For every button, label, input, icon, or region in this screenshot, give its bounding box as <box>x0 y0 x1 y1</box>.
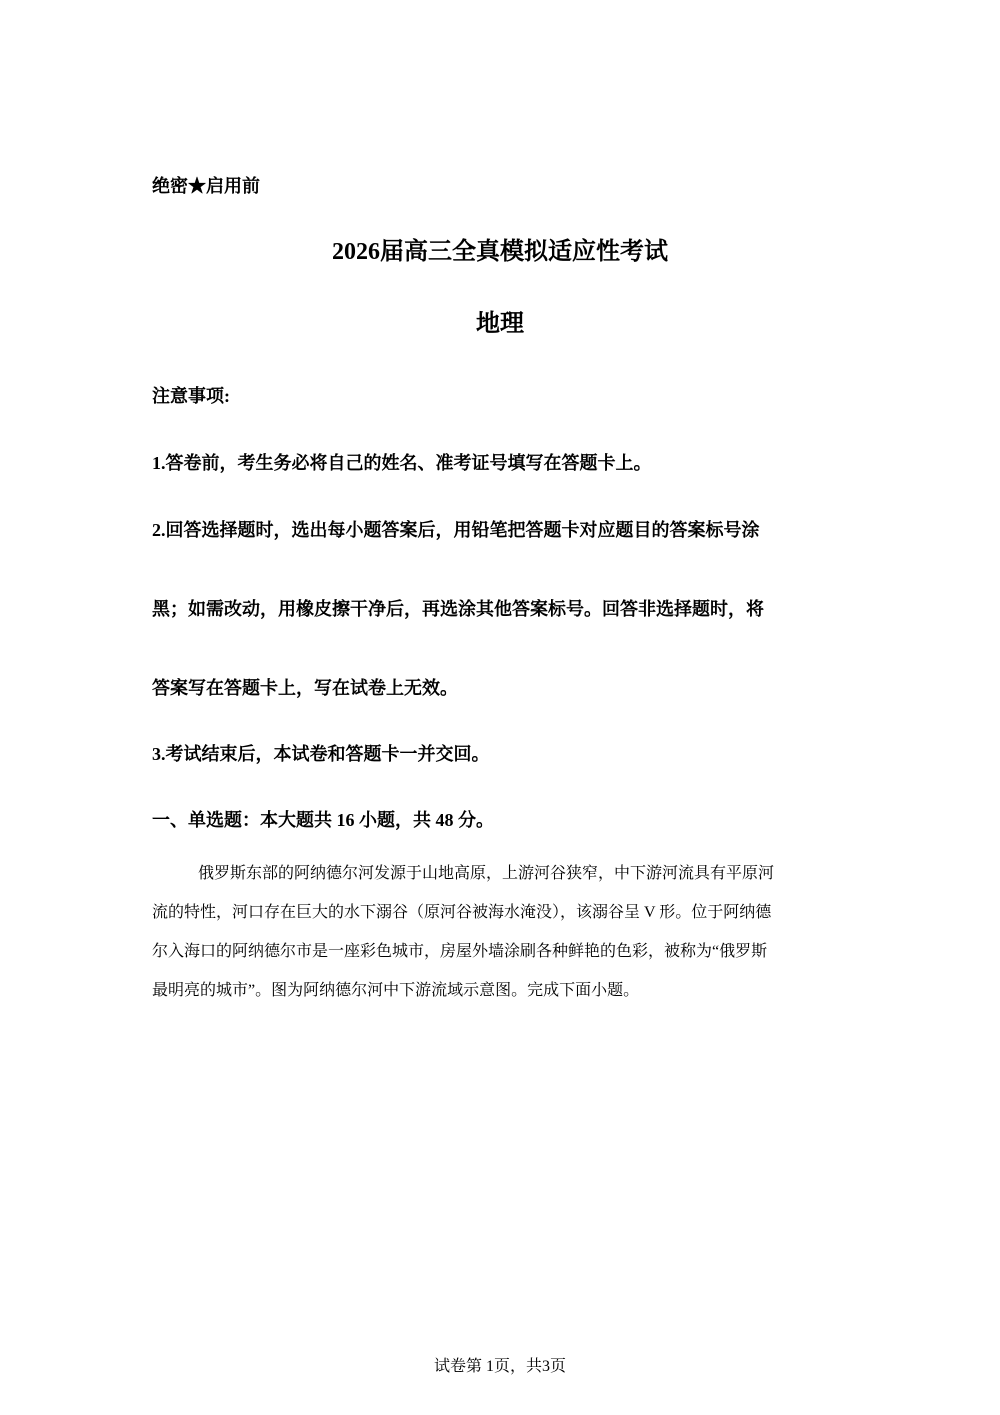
notice-item-2-line-3: 答案写在答题卡上，写在试卷上无效。 <box>152 678 458 698</box>
notice-item-2-line-1: 2.回答选择题时，选出每小题答案后，用铅笔把答题卡对应题目的答案标号涂 <box>152 520 760 540</box>
subject-title: 地理 <box>476 311 524 337</box>
passage-line: 最明亮的城市”。图为阿纳德尔河中下游流域示意图。完成下面小题。 <box>152 982 640 999</box>
reading-passage <box>152 861 852 1017</box>
exam-title: 2026届高三全真模拟适应性考试 <box>332 239 668 265</box>
notice-item-3: 3.考试结束后，本试卷和答题卡一并交回。 <box>152 744 490 764</box>
passage-line: 流的特性，河口存在巨大的水下溺谷（原河谷被海水淹没），该溺谷呈 V 形。位于阿纳德 <box>152 904 772 921</box>
passage-line: 俄罗斯东部的阿纳德尔河发源于山地高原，上游河谷狭窄，中下游河流具有平原河 <box>198 865 775 882</box>
section-heading: 一、单选题：本大题共 16 小题，共 48 分。 <box>152 810 494 830</box>
notice-item-2-line-2: 黑；如需改动，用橡皮擦干净后，再选涂其他答案标号。回答非选择题时，将 <box>152 599 764 619</box>
notice-item-1: 1.答卷前，考生务必将自己的姓名、准考证号填写在答题卡上。 <box>152 453 652 473</box>
notice-heading: 注意事项: <box>152 386 230 406</box>
confidential-label: 绝密★启用前 <box>152 176 260 196</box>
passage-line: 尔入海口的阿纳德尔市是一座彩色城市，房屋外墙涂刷各种鲜艳的色彩，被称为“俄罗斯 <box>152 943 768 960</box>
page-footer: 试卷第 1页，共3页 <box>433 1358 566 1375</box>
